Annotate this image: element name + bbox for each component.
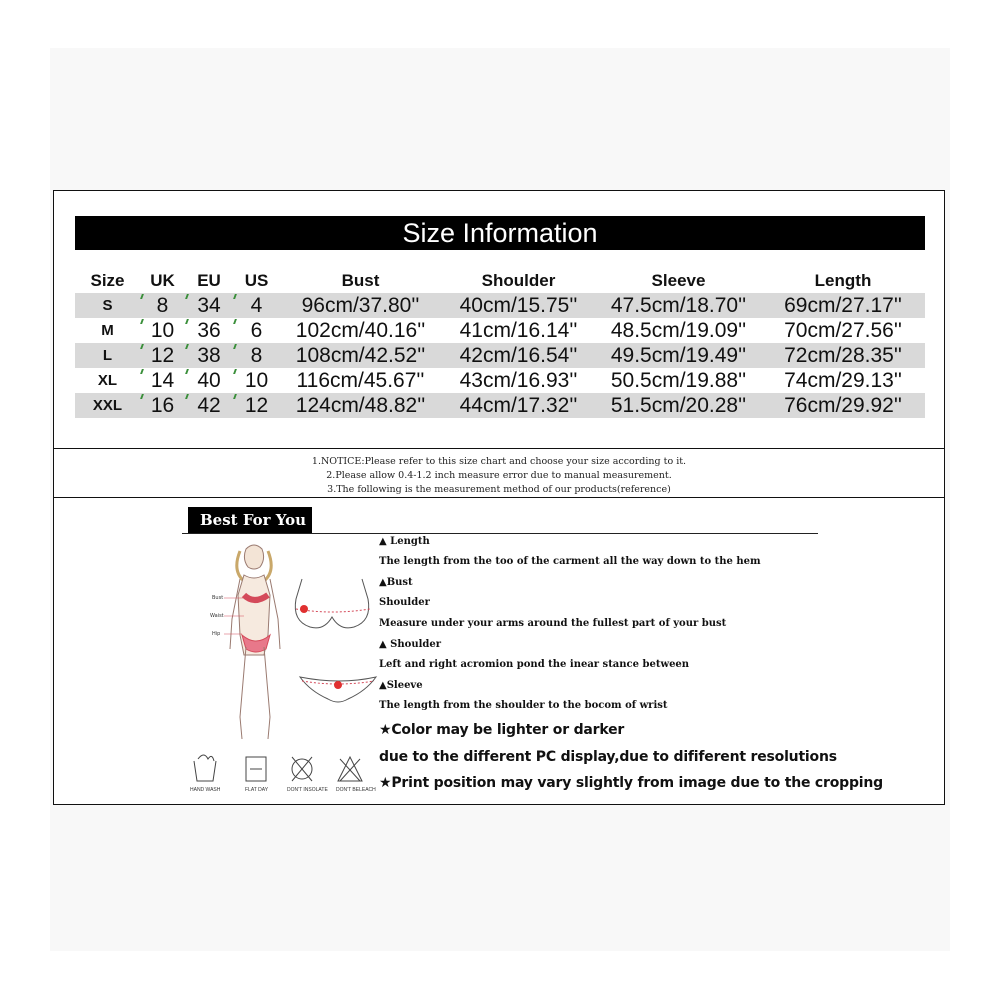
size-cell: S [75, 293, 140, 318]
panty-outline [300, 677, 376, 702]
uk-value: 14 [150, 369, 175, 392]
guide-line: Left and right acromion pond the inear stance between [379, 659, 690, 670]
header-uk: UK [150, 270, 175, 290]
care-label-hand-wash: HAND WASH [190, 787, 221, 793]
uk-cell [140, 368, 185, 393]
sleeve-cell: 48.5cm/19.09'' [610, 319, 747, 342]
bust-cell: 102cm/40.16'' [295, 319, 426, 342]
do-not-bleach-icon [338, 757, 362, 781]
table-row [75, 368, 925, 393]
guide-line: Shoulder [379, 597, 430, 608]
shoulder-cell: 40cm/15.75'' [441, 293, 596, 318]
us-value: 6 [250, 319, 263, 342]
us-cell [233, 293, 280, 318]
tick-mark [233, 344, 241, 349]
hip-label: Hip [212, 631, 221, 637]
length-cell: 70cm/27.56'' [784, 319, 902, 342]
eu-cell [185, 393, 233, 418]
size-cell: M [101, 322, 114, 339]
table-row [75, 343, 925, 368]
us-cell [233, 393, 280, 418]
eu-value: 42 [197, 394, 221, 417]
guide-line: ▲Sleeve [379, 680, 423, 691]
header-length: Length [814, 270, 872, 290]
table-row [75, 293, 925, 318]
tick-mark [185, 369, 193, 374]
header-eu: EU [197, 270, 221, 290]
eu-value: 40 [197, 369, 221, 392]
length-cell: 74cm/29.13'' [784, 369, 902, 392]
bust-cell: 124cm/48.82'' [280, 393, 441, 418]
uk-cell [140, 318, 185, 343]
sleeve-cell: 47.5cm/18.70'' [596, 293, 761, 318]
best-for-you-tab: Best For You [188, 507, 312, 533]
size-chart-sheet [53, 190, 945, 805]
do-not-sun-icon [292, 757, 312, 781]
tick-mark [140, 369, 148, 374]
bra-outline [295, 579, 370, 628]
length-cell: 76cm/29.92'' [761, 393, 925, 418]
header-bust: Bust [341, 270, 380, 290]
notice-line-3: 3.The following is the measurement method of our products(reference) [327, 484, 671, 495]
us-cell [233, 368, 280, 393]
us-value: 4 [250, 294, 263, 317]
uk-value: 16 [150, 394, 175, 417]
header-sleeve: Sleeve [651, 270, 706, 290]
uk-cell [140, 393, 185, 418]
table-header-row [75, 268, 925, 293]
shoulder-cell: 43cm/16.93'' [459, 369, 578, 392]
uk-value: 12 [150, 344, 175, 367]
tick-mark [140, 394, 148, 399]
tick-mark [140, 344, 148, 349]
sleeve-cell: 50.5cm/19.88'' [610, 369, 747, 392]
eu-cell [185, 293, 233, 318]
shoulder-cell: 44cm/17.32'' [441, 393, 596, 418]
notice-line-2: 2.Please allow 0.4-1.2 inch measure error due to manual measurement. [326, 470, 672, 481]
hand-wash-icon [194, 755, 216, 781]
bust-cell: 96cm/37.80'' [280, 293, 441, 318]
notice-line-1: 1.NOTICE:Please refer to this size chart and choose your size according to it. [311, 456, 687, 467]
divider [54, 497, 944, 498]
tick-mark [140, 319, 148, 324]
size-cell: XL [97, 372, 118, 389]
shoulder-cell: 42cm/16.54'' [441, 343, 596, 368]
table-row [75, 393, 925, 418]
eu-value: 36 [197, 319, 221, 342]
header-us: US [244, 270, 269, 290]
us-cell [233, 318, 280, 343]
page-title: Size Information [75, 216, 925, 250]
tick-mark [233, 394, 241, 399]
note-line: ★Print position may vary slightly from image due to the cropping [379, 775, 883, 791]
header-shoulder: Shoulder [481, 270, 556, 290]
care-label-do-not-bleach: DON'T BELEACH [336, 787, 376, 793]
waist-label: Waist [210, 613, 224, 619]
uk-value: 8 [156, 294, 169, 317]
size-cell: L [75, 343, 140, 368]
uk-value: 10 [150, 319, 175, 342]
guide-line: ▲Bust [379, 577, 413, 588]
sleeve-cell: 51.5cm/20.28'' [596, 393, 761, 418]
tick-mark [140, 294, 148, 299]
eu-value: 34 [197, 294, 221, 317]
guide-line: ▲ Shoulder [379, 639, 442, 650]
uk-cell [140, 293, 185, 318]
us-cell [233, 343, 280, 368]
tick-mark [185, 319, 193, 324]
uk-cell [140, 343, 185, 368]
model-figure [230, 545, 280, 739]
notice-block [54, 455, 944, 497]
tick-mark [233, 294, 241, 299]
size-table [75, 268, 925, 418]
tick-mark [185, 294, 193, 299]
eu-cell [185, 318, 233, 343]
note-line: due to the different PC display,due to dififerent resolutions [379, 749, 837, 765]
tick-mark [185, 394, 193, 399]
header-size: Size [90, 270, 125, 290]
length-cell: 69cm/27.17'' [761, 293, 925, 318]
tick-mark [185, 344, 193, 349]
length-cell: 72cm/28.35'' [761, 343, 925, 368]
measurement-illustration [194, 539, 384, 749]
guide-line: ▲ Length [379, 536, 430, 547]
tick-mark [233, 319, 241, 324]
note-line: ★Color may be lighter or darker [379, 722, 625, 738]
care-label-flat-dry: FLAT DAY [245, 787, 269, 793]
guide-line: The length from the too of the carment all the way down to the hem [379, 556, 761, 567]
section-rule [182, 533, 818, 534]
bust-cell: 108cm/42.52'' [280, 343, 441, 368]
eu-value: 38 [197, 344, 221, 367]
tick-mark [233, 369, 241, 374]
shoulder-cell: 41cm/16.14'' [459, 319, 578, 342]
table-row [75, 318, 925, 343]
us-value: 12 [244, 394, 269, 417]
flat-dry-icon [246, 757, 266, 781]
guide-line: The length from the shoulder to the bocom of wrist [379, 700, 668, 711]
care-icons [190, 751, 380, 787]
sleeve-cell: 49.5cm/19.49'' [596, 343, 761, 368]
bust-cell: 116cm/45.67'' [296, 369, 425, 392]
us-value: 10 [244, 369, 269, 392]
eu-cell [185, 368, 233, 393]
care-instructions [190, 749, 380, 795]
us-value: 8 [250, 344, 263, 367]
eu-cell [185, 343, 233, 368]
guide-line: Measure under your arms around the fullest part of your bust [379, 618, 727, 629]
bust-label: Bust [212, 595, 224, 601]
size-cell: XXL [75, 393, 140, 418]
divider [54, 448, 944, 449]
care-label-do-not-sun: DON'T INSOLATE [287, 787, 328, 793]
